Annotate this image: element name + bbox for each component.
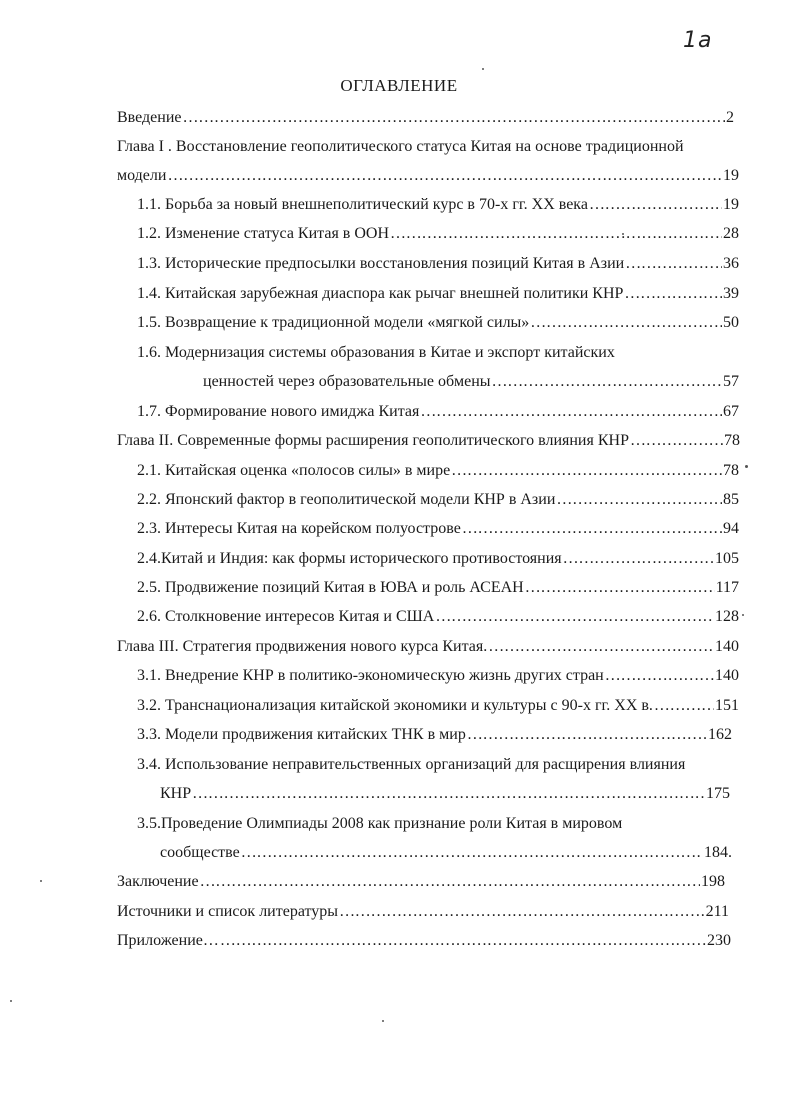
toc-entry-label: Введение xyxy=(117,109,182,126)
toc-chapter-1-title-line1: Глава I . Восстановление геополитического статуса Китая на основе традиционной xyxy=(117,138,684,155)
toc-entry-page: 67 xyxy=(723,403,739,420)
toc-section-3-3 xyxy=(137,725,732,745)
dot-leader xyxy=(420,402,722,422)
toc-section-2-3 xyxy=(137,519,739,539)
toc-section-3-1 xyxy=(137,666,739,686)
toc-entry-label: 1.2. Изменение статуса Китая в ООН xyxy=(137,225,390,242)
dot-leader xyxy=(625,254,722,274)
dot-leader xyxy=(605,666,714,686)
dot-leader xyxy=(435,607,714,627)
scan-speck xyxy=(622,233,624,235)
toc-entry-label: 2.6. Столкновение интересов Китая и США xyxy=(137,608,435,625)
scan-speck xyxy=(10,1000,12,1002)
toc-section-1-6-line1: 1.6. Модернизация системы образования в Китае и экспорт китайских xyxy=(137,344,615,361)
scan-speck xyxy=(40,880,42,882)
toc-entry-page: 94 xyxy=(723,520,739,537)
toc-entry-page: 162 xyxy=(708,726,732,743)
toc-entry-page: 85 xyxy=(723,491,739,508)
toc-entry-page: 175 xyxy=(706,785,730,802)
toc-entry-label: 1.3. Исторические предпосылки восстановления позиций Китая в Азии xyxy=(137,255,625,272)
toc-entry-page: 117 xyxy=(715,579,739,596)
toc-section-3-4-line1: 3.4. Использование неправительственных организаций для расщирения влияния xyxy=(137,756,686,773)
toc-entry-label: Заключение xyxy=(117,873,199,890)
toc-chapter-2 xyxy=(117,431,740,451)
toc-entry-label: 1.5. Возвращение к традиционной модели «мягкой силы» xyxy=(137,314,530,331)
toc-section-2-5 xyxy=(137,578,739,598)
toc-section-1-3 xyxy=(137,254,739,274)
toc-chapter-3 xyxy=(117,637,739,657)
dot-leader xyxy=(462,519,722,539)
dot-leader xyxy=(183,108,726,128)
dot-leader xyxy=(467,725,707,745)
dot-leader xyxy=(525,578,715,598)
toc-section-1-4 xyxy=(137,284,739,304)
toc-entry-appendix xyxy=(117,931,731,951)
toc-entry-sources xyxy=(117,902,729,922)
toc-entry-page: 78 xyxy=(723,462,739,479)
toc-entry-label: 1.1. Борьба за новый внешнеполитический курс в 70-х гг. ХХ века xyxy=(137,196,588,213)
toc-section-3-5 xyxy=(160,843,732,863)
toc-entry-page: 2 xyxy=(726,109,734,126)
dot-leader xyxy=(624,284,722,304)
toc-entry-label: 2.2. Японский фактор в геополитической модели КНР в Азии xyxy=(137,491,556,508)
toc-entry-page: 78 xyxy=(724,432,740,449)
handwritten-page-mark: 1a xyxy=(683,28,713,53)
dot-leader xyxy=(339,902,705,922)
dot-leader xyxy=(192,784,705,804)
scan-speck xyxy=(745,465,748,468)
toc-entry-page: 140 xyxy=(715,667,739,684)
toc-section-1-7 xyxy=(137,402,739,422)
toc-entry-page: 211 xyxy=(705,903,729,920)
toc-section-1-5 xyxy=(137,313,739,333)
toc-chapter-1 xyxy=(117,166,739,186)
dot-leader xyxy=(589,195,722,215)
dot-leader xyxy=(220,931,706,951)
toc-section-1-2 xyxy=(137,224,739,244)
toc-entry-label: ценностей через образовательные обмены xyxy=(203,373,491,390)
toc-entry-label: 2.3. Интересы Китая на корейском полуострове xyxy=(137,520,461,537)
toc-entry-page: 39 xyxy=(723,285,739,302)
toc-entry-page: 36 xyxy=(723,255,739,272)
toc-entry-label: Источники и список литературы xyxy=(117,903,339,920)
toc-section-2-2 xyxy=(137,490,739,510)
toc-entry-label: 3.1. Внедрение КНР в политико-экономическую жизнь других стран xyxy=(137,667,604,684)
dot-leader xyxy=(488,637,714,657)
dot-leader xyxy=(200,872,700,892)
toc-entry-label: сообществе xyxy=(160,844,240,861)
dot-leader xyxy=(167,166,722,186)
dot-leader xyxy=(390,224,722,244)
dot-leader xyxy=(630,431,723,451)
dot-leader xyxy=(556,490,722,510)
dot-leader xyxy=(530,313,722,333)
toc-section-3-2 xyxy=(137,696,739,716)
toc-entry-label: 2.4.Китай и Индия: как формы исторического противостояния xyxy=(137,550,562,567)
toc-title: ОГЛАВЛЕНИЕ xyxy=(340,76,458,95)
toc-entry-page: 151 xyxy=(715,697,739,714)
toc-entry-label: 1.7. Формирование нового имиджа Китая xyxy=(137,403,420,420)
toc-entry-page: 28 xyxy=(723,225,739,242)
toc-entry-label: Глава III. Стратегия продвижения нового курса Китая. xyxy=(117,638,488,655)
toc-entry-label: Глава II. Современные формы расширения геополитического влияния КНР xyxy=(117,432,629,449)
toc-entry-label: 3.2. Транснационализация китайской экономики и культуры с 90-х гг. ХХ в. xyxy=(137,697,653,714)
dot-leader xyxy=(563,549,714,569)
toc-section-2-4 xyxy=(137,549,739,569)
toc-entry-page: 198 xyxy=(701,873,725,890)
toc-entry-label: 1.4. Китайская зарубежная диаспора как рычаг внешней политики КНР xyxy=(137,285,624,302)
toc-entry-label: 2.1. Китайская оценка «полосов силы» в мире xyxy=(137,462,451,479)
dot-leader xyxy=(654,696,714,716)
toc-entry-page: 57 xyxy=(723,373,739,390)
toc-entry-page: 105 xyxy=(715,550,739,567)
toc-section-1-1 xyxy=(137,195,739,215)
dot-leader xyxy=(492,372,722,392)
toc-entry-page: 184. xyxy=(704,844,732,861)
dot-leader xyxy=(451,461,722,481)
toc-entry-page: 140 xyxy=(715,638,739,655)
scan-speck xyxy=(382,1020,384,1022)
toc-entry-label: Приложение… xyxy=(117,932,219,949)
scan-speck xyxy=(742,614,744,616)
toc-entry-page: 19 xyxy=(723,167,739,184)
toc-entry-page: 19 xyxy=(723,196,739,213)
toc-entry-page: 230 xyxy=(707,932,731,949)
toc-section-3-5-line1: 3.5.Проведение Олимпиады 2008 как признание роли Китая в мировом xyxy=(137,815,623,832)
toc-entry-page: 128 xyxy=(715,608,739,625)
toc-entry-conclusion xyxy=(117,872,725,892)
toc-section-2-1 xyxy=(137,461,739,481)
toc-section-2-6 xyxy=(137,607,739,627)
toc-entry-label: 3.3. Модели продвижения китайских ТНК в мир xyxy=(137,726,466,743)
toc-entry-page: 50 xyxy=(723,314,739,331)
toc-section-3-4 xyxy=(160,784,730,804)
toc-section-1-6 xyxy=(203,372,739,392)
toc-entry-label: модели xyxy=(117,167,167,184)
toc-entry-label: КНР xyxy=(160,785,192,802)
dot-leader xyxy=(241,843,703,863)
toc-entry-label: 2.5. Продвижение позиций Китая в ЮВА и роль АСЕАН xyxy=(137,579,524,596)
toc-entry-introduction xyxy=(117,108,734,128)
scan-speck xyxy=(482,68,484,70)
